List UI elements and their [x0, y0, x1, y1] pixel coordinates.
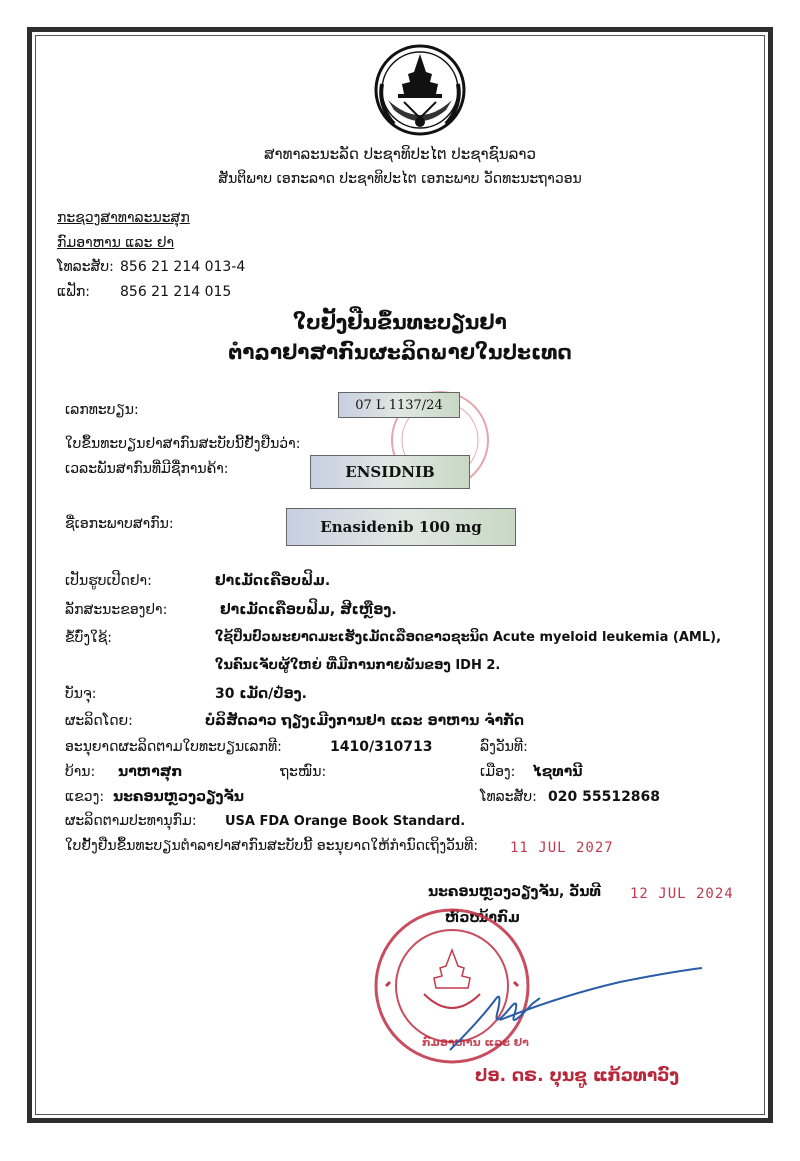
standard-value: USA FDA Orange Book Standard.	[225, 814, 466, 829]
generic-name-label: ຊື່ເອກະພາບສາກົນ:	[65, 516, 174, 532]
certificate-title: ໃບຢັ້ງຢືນຂຶ້ນທະບຽນຢາ	[293, 310, 507, 334]
province-value: ນະຄອນຫຼວງວຽງຈັນ	[113, 789, 245, 805]
tel-value: 020 55512868	[548, 789, 661, 805]
description-value: ຢາເມັດເຄືອບຟິມ, ສີເຫຼືອງ.	[220, 602, 397, 618]
indication-label: ຂໍ້ບົ່ງໃຊ້:	[65, 630, 113, 646]
stamp-text: ກົມອາຫານ ແລະ ຢາ	[422, 1036, 529, 1049]
registration-number-value: 07 L 1137/24	[355, 397, 443, 413]
fax-label: ແຟັກ:	[57, 284, 90, 300]
manufacturer-value: ບໍລິສັດລາວ ຖຽງເມີງການຢາ ແລະ ອາຫານ ຈຳກັດ	[205, 713, 525, 729]
pack-label: ບັນຈຸ:	[65, 686, 97, 702]
validity-text: ໃບຢັ້ງຢືນຂຶ້ນທະບຽນຕຳລາຢາສາກົນສະບັບນີ້ ອະນຸຍາດໃຫ້ກຳນົດເຖິງວັນທີ:	[65, 838, 479, 854]
license-label: ອະນຸຍາດຜະລິດຕາມໃບທະບຽນເລກທີ:	[65, 739, 282, 755]
certificate-subtitle: ຕຳລາຢາສາກົນຜະລິດພາຍໃນປະເທດ	[228, 340, 572, 364]
province-label: ແຂວງ:	[65, 789, 105, 805]
trade-name-value: ENSIDNIB	[345, 463, 435, 481]
issue-place-label: ນະຄອນຫຼວງວຽງຈັນ, ວັນທີ	[428, 884, 601, 900]
signer-title: ຫົວໜ້າກົມ	[445, 910, 520, 926]
national-emblem-icon	[374, 44, 466, 136]
description-label: ລັກສະນະຂອງຢາ:	[65, 602, 168, 618]
certify-text: ໃບຂຶ້ນທະບຽນຢາສາກົນສະບັບນີ້ຢັ້ງຢືນວ່າ:	[65, 436, 301, 452]
village-value: ນາຫາສຸກ	[118, 764, 183, 780]
dosage-form-label: ເປັນຮູບເປີດຢາ:	[65, 573, 152, 589]
department-name: ກົມອາຫານ ແລະ ຢາ	[57, 235, 175, 251]
fax-number: 856 21 214 015	[120, 284, 232, 300]
generic-name-value: Enasidenib 100 mg	[320, 518, 482, 536]
country-name: ສາທາລະນະລັດ ປະຊາທິປະໄຕ ປະຊາຊົນລາວ	[264, 145, 536, 163]
dosage-form-value: ຢາເມັດເຄືອບຟິມ.	[215, 573, 331, 589]
trade-name-field	[310, 455, 470, 489]
village-label: ບ້ານ:	[65, 764, 96, 780]
generic-name-field	[286, 508, 516, 546]
tel-label: ໂທລະສັບ:	[480, 789, 537, 805]
district-label: ເມືອງ:	[480, 764, 516, 780]
phone-label: ໂທລະສັບ:	[57, 259, 114, 275]
national-motto: ສັນຕິພາບ ເອກະລາດ ປະຊາທິປະໄຕ ເອກະພາບ ວັດທະນະຖາວອນ	[218, 171, 582, 187]
trade-name-label: ເວລະພັນສາກົນທີ່ມີຊື່ການຄ້າ:	[65, 461, 229, 477]
expiry-date-stamp: 11 JUL 2027	[510, 840, 614, 856]
registration-number-label: ເລກທະບຽນ:	[65, 402, 139, 418]
district-value: ໄຊທານີ	[533, 764, 583, 780]
road-label: ຖະໜົນ:	[280, 764, 327, 780]
pack-value: 30 ເມັດ/ປ໋ອງ.	[215, 686, 307, 702]
indication-line-2: ໃນຄົນເຈັບຜູ້ໃຫຍ່ ທີ່ມີການກາຍພັນຂອງ IDH 2.	[215, 658, 501, 673]
standard-label: ຜະລິດຕາມປະທານຸກົມ:	[65, 813, 197, 829]
signer-name: ປອ. ດຣ. ບຸນຊູ ແກ້ວທາວົງ	[475, 1066, 680, 1086]
registration-number-field	[338, 392, 460, 418]
indication-line-1: ໃຊ້ປິ່ນປົວພະຍາດມະເຮັງເມັດເລືອດຂາວຊະນິດ Acute myeloid leukemia (AML),	[215, 630, 722, 645]
ministry-name: ກະຊວງສາທາລະນະສຸກ	[57, 210, 190, 226]
license-date-label: ລົງວັນທີ:	[480, 739, 528, 755]
handwritten-signature-icon	[440, 960, 710, 1060]
issue-date-stamp: 12 JUL 2024	[630, 886, 734, 902]
phone-number: 856 21 214 013-4	[120, 259, 246, 275]
license-number: 1410/310713	[330, 739, 433, 755]
manufacturer-label: ຜະລິດໂດຍ:	[65, 713, 133, 729]
